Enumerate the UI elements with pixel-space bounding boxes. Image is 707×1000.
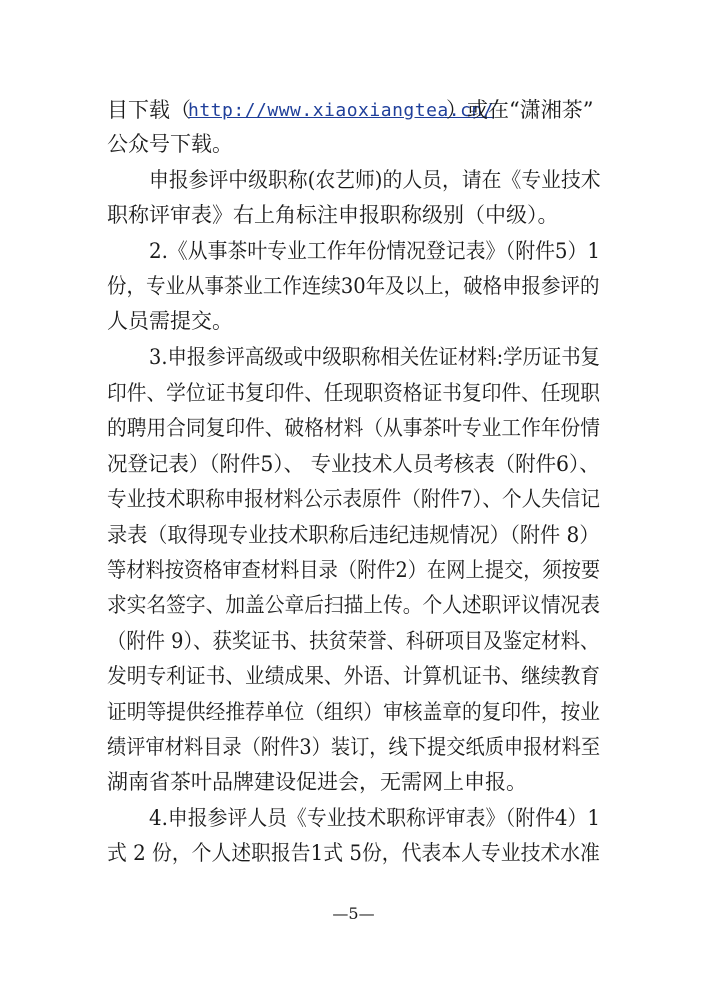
text-line-content: 证明等提供经推荐单位（组织）审核盖章的复印件，按业	[107, 700, 600, 724]
text-line	[0, 411, 707, 445]
text-line	[0, 730, 707, 764]
text-line	[0, 127, 707, 161]
text-line	[0, 553, 707, 587]
text-line	[0, 447, 707, 481]
text-line-content: 录表（取得现专业技术职称后违纪违规情况）（附件 8）	[107, 523, 600, 547]
text-line	[0, 659, 707, 693]
text-line	[0, 304, 707, 338]
text-line	[0, 482, 707, 516]
text-line	[0, 624, 707, 658]
text-segment: 目下载（	[107, 98, 191, 122]
paragraph-first-line	[0, 801, 707, 835]
website-link[interactable]: http://www.xiaoxiangtea.cn/	[188, 100, 495, 121]
text-line-content: 湖南省茶叶品牌建设促进会，无需网上申报。	[107, 770, 527, 794]
text-line-content: 的聘用合同复印件、破格材料（从事茶叶专业工作年份情	[107, 416, 600, 440]
text-line-content: 人员需提交。	[107, 309, 233, 333]
text-line-content: 专业技术职称申报材料公示表原件（附件7）、个人失信记	[107, 487, 601, 511]
text-line-content: 公众号下载。	[107, 132, 233, 156]
text-line-content: 绩评审材料目录（附件3）装订，线下提交纸质申报材料至	[107, 735, 601, 759]
page-number: —5—	[332, 904, 375, 923]
paragraph-first-line	[0, 163, 707, 197]
text-line	[0, 765, 707, 799]
text-line-content: 等材料按资格审查材料目录（附件2）在网上提交，须按要	[107, 558, 601, 582]
text-line-content: 印件、学位证书复印件、任现职资格证书复印件、任现职	[107, 381, 600, 405]
text-line-content: 2.《从事茶叶专业工作年份情况登记表》（附件5）1	[149, 239, 601, 263]
text-line-content: 求实名签字、加盖公章后扫描上传。个人述职评议情况表	[107, 593, 600, 617]
paragraph-first-line	[0, 340, 707, 374]
text-line-content: 发明专利证书、业绩成果、外语、计算机证书、继续教育	[107, 664, 600, 688]
text-line-content: 况登记表）（附件5）、 专业技术人员考核表（附件6）、	[107, 452, 600, 476]
text-line-content: 职称评审表》右上角标注申报职称级别（中级）。	[107, 203, 559, 227]
text-line	[0, 376, 707, 410]
text-segment: ）或在“潇湘茶”	[446, 98, 594, 122]
text-line-content: 申报参评中级职称(农艺师)的人员，请在《专业技术	[149, 168, 601, 192]
text-line-content: 式 2 份，个人述职报告1式 5份，代表本人专业技术水准	[107, 841, 600, 865]
text-line-content: 3.申报参评高级或中级职称相关佐证材料:学历证书复	[149, 345, 600, 369]
text-line-content: 份，专业从事茶业工作连续30年及以上，破格申报参评的	[107, 274, 600, 298]
text-line	[0, 269, 707, 303]
text-line	[0, 695, 707, 729]
text-line	[0, 836, 707, 870]
text-line	[0, 93, 707, 127]
text-line-content: （附件 9）、获奖证书、扶贫荣誉、科研项目及鉴定材料、	[107, 629, 600, 653]
text-line	[0, 588, 707, 622]
text-line-content: 4.申报参评人员《专业技术职称评审表》（附件4）1	[149, 806, 601, 830]
text-line	[0, 518, 707, 552]
paragraph-first-line	[0, 234, 707, 268]
text-line	[0, 198, 707, 232]
